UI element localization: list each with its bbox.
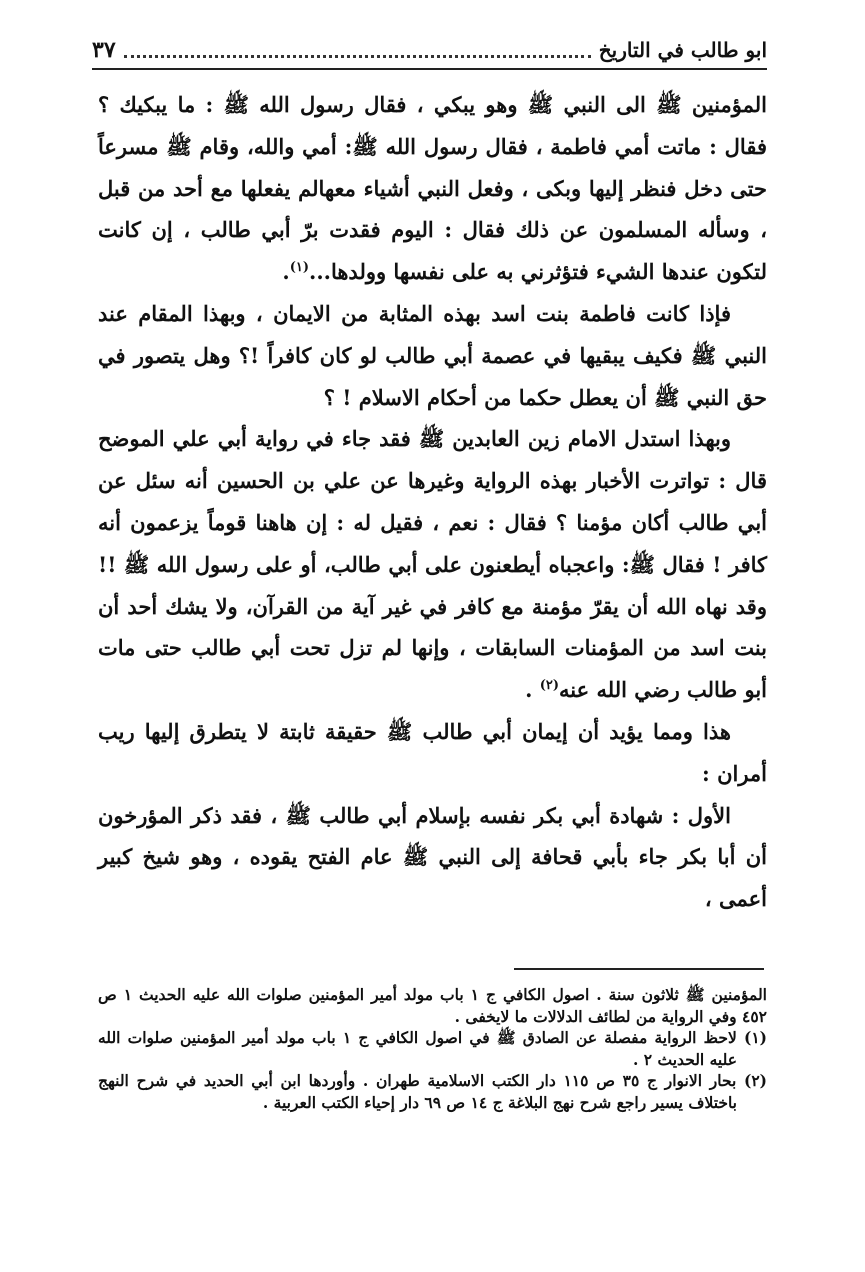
paragraph-1-text: المؤمنين ﷺ الى النبي ﷺ وهو يبكي ، فقال رسول الله ﷺ : ما يبكيك ؟ فقال : ماتت أمي فاطمة ، فقال رسول الله ﷺ: أمي والله، وقام ﷺ مسرعاً حتى دخل فنظر إليها وبكى ، وفعل النبي أشياء معهالم يفعلها مع أحد من قبل ، وسأله المسلمون عن ذلك فقال : اليوم فقدت برّ أبي طالب ، إن كانت لتكون عندها الشيء فتؤثرني به على نفسها وولدها... [98,92,767,285]
paragraph-3: وبهذا استدل الامام زين العابدين ﷺ فقد جاء في رواية أبي علي الموضح قال : تواترت الأخبار بهذه الرواية وغيرها عن علي بن الحسين أنه سئل عن أبي طالب أكان مؤمنا ؟ فقال : نعم ، فقيل له : إن هاهنا قوماً يزعمون أنه كافر ! فقال ﷺ: واعجباه أيطعنون على أبي طالب، أو على رسول الله ﷺ !! وقد نهاه الله أن يقرّ مؤمنة مع كافر في غير آية من القرآن، ولا يشك أحد أن بنت اسد من المؤمنات السابقات ، وإنها لم تزل تحت أبي طالب حتى مات أبو طالب رضي الله عنه$^{(٢)}$ . [98,426,767,703]
paragraph-1: المؤمنين ﷺ الى النبي ﷺ وهو يبكي ، فقال رسول الله ﷺ : ما يبكيك ؟ فقال : ماتت أمي فاطمة ، فقال رسول الله ﷺ: أمي والله، وقام ﷺ مسرعاً حتى دخل فنظر إليها وبكى ، وفعل النبي أشياء معهالم يفعلها مع أحد من قبل ، وسأله المسلمون عن ذلك فقال : اليوم فقدت برّ أبي طالب ، إن كانت لتكون عندها الشيء فتؤثرني به على نفسها وولدها...$^{(١)}$. [98,92,767,285]
footnote-continued: المؤمنين ﷺ ثلاثون سنة . اصول الكافي ج ١ باب مولد أمير المؤمنين صلوات الله عليه الحديث ١ ص ٤٥٢ وفي الرواية من لطائف الدلالات ما لايخفى . [98,985,767,1026]
footnote-ref-2: (٢) [539,678,560,694]
paragraph-5: الأول : شهادة أبي بكر نفسه بإسلام أبي طالب ﷺ ، فقد ذكر المؤرخون أن أبا بكر جاء بأبي قحافة إلى النبي ﷺ عام الفتح يقوده ، وهو شيخ كبير أعمى ، [98,802,767,912]
footnote-ref-1: (١) [289,260,310,276]
running-title: ابو طالب في التاريخ [598,38,767,62]
footnote-2: (٢) بحار الانوار ج ٣٥ ص ١١٥ دار الكتب الاسلامية طهران . وأوردها ابن أبي الحديد في شرح النهج باختلاف يسير راجع شرح نهج البلاغة ج ١٤ ص ٦٩ دار إحياء الكتب العربية . [98,1071,767,1112]
main-text [98,84,767,920]
paragraph-4: هذا ومما يؤيد أن إيمان أبي طالب ﷺ حقيقة ثابتة لا يتطرق إليها ريب أمران : [98,718,767,786]
footnotes [98,984,767,1113]
footnote-1: (١) لاحظ الرواية مفصلة عن الصادق ﷺ في اصول الكافي ج ١ باب مولد أمير المؤمنين صلوات الله عليه الحديث ٢ . [98,1028,767,1069]
paragraph-2: فإذا كانت فاطمة بنت اسد بهذه المثابة من الايمان ، وبهذا المقام عند النبي ﷺ فكيف يبقيها في عصمة أبي طالب لو كان كافراً !؟ وهل يتصور في حق النبي ﷺ أن يعطل حكما من أحكام الاسلام ! ؟ [98,300,767,410]
paragraph-3-text: وبهذا استدل الامام زين العابدين ﷺ فقد جاء في رواية أبي علي الموضح قال : تواترت الأخبار بهذه الرواية وغيرها عن علي بن الحسين أنه سئل عن أبي طالب أكان مؤمنا ؟ فقال : نعم ، فقيل له : إن هاهنا قوماً يزعمون أنه كافر ! فقال ﷺ: واعجباه أيطعنون على أبي طالب، أو على رسول الله ﷺ !! وقد نهاه الله أن يقرّ مؤمنة مع كافر في غير آية من القرآن، ولا يشك أحد أن بنت اسد من المؤمنات السابقات ، وإنها لم تزل تحت أبي طالب حتى مات أبو طالب رضي الله عنه [98,426,767,703]
dot-leader [124,43,591,58]
page-number: ٣٧ [92,37,116,63]
running-header [92,32,767,70]
footnote-separator [514,968,764,970]
